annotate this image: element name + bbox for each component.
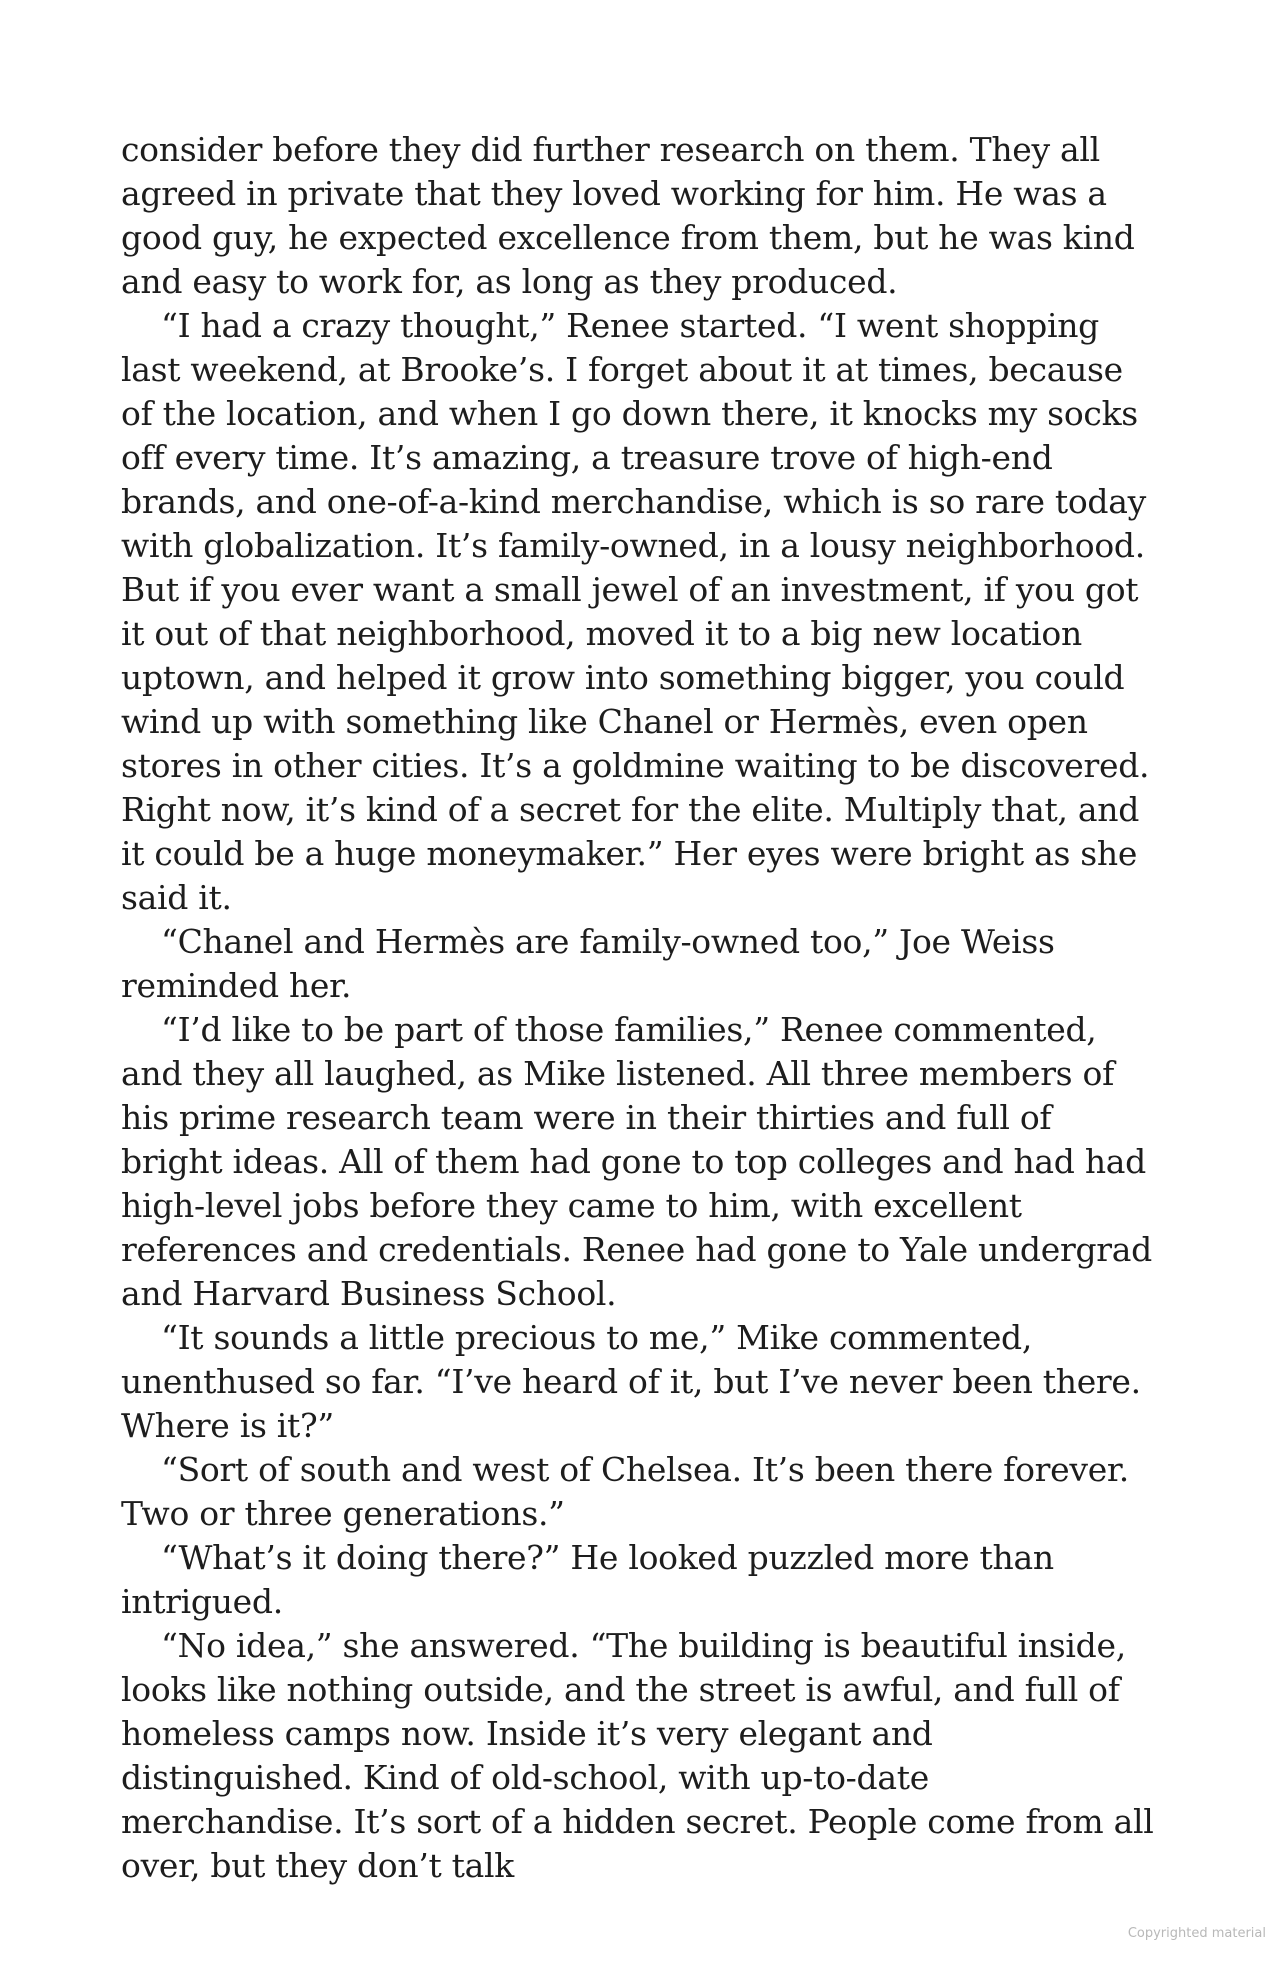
paragraph: consider before they did further research on them. They all agreed in private that they loved working for him. He was a good guy, he expected excellence from them, but he was kind and easy to work for, as long as they produced. <box>121 130 1135 301</box>
paragraph: “Sort of south and west of Chelsea. It’s been there forever. Two or three generations.” <box>121 1450 1129 1533</box>
paragraph: “Chanel and Hermès are family-owned too,” Joe Weiss reminded her. <box>121 922 1055 1005</box>
paragraph: “It sounds a little precious to me,” Mike commented, unenthused so far. “I’ve heard of it, but I’ve never been there. Where is it?” <box>121 1318 1141 1445</box>
paragraph: “I had a crazy thought,” Renee started. “I went shopping last weekend, at Brooke’s. I forget about it at times, because of the location, and when I go down there, it knocks my socks off every time. It’s amazing, a treasure trove of high-end brands, and one-of-a-kind merchandise, which is so rare today with globalization. It’s family-owned, in a lousy neighborhood. But if you ever want a small jewel of an investment, if you got it out of that neighborhood, moved it to a big new location uptown, and helped it grow into something bigger, you could wind up with something like Chanel or Hermès, even open stores in other cities. It’s a goldmine waiting to be discovered. Right now, it’s kind of a secret for the elite. Multiply that, and it could be a huge moneymaker.” Her eyes were bright as she said it. <box>121 306 1150 917</box>
paragraph: “No idea,” she answered. “The building is beautiful inside, looks like nothing outside, and the street is awful, and full of homeless camps now. Inside it’s very elegant and distinguished. Kind of old-school, with up-to-date merchandise. It’s sort of a hidden secret. People come from all over, but they don’t talk <box>121 1626 1154 1885</box>
copyright-watermark: Copyrighted material <box>1127 1926 1266 1941</box>
body-text <box>121 128 1161 1888</box>
paragraph: “What’s it doing there?” He looked puzzled more than intrigued. <box>121 1538 1054 1621</box>
paragraph: “I’d like to be part of those families,” Renee commented, and they all laughed, as Mike listened. All three members of his prime research team were in their thirties and full of bright ideas. All of them had gone to top colleges and had had high-level jobs before they came to him, with excellent references and credentials. Renee had gone to Yale undergrad and Harvard Business School. <box>121 1010 1152 1313</box>
